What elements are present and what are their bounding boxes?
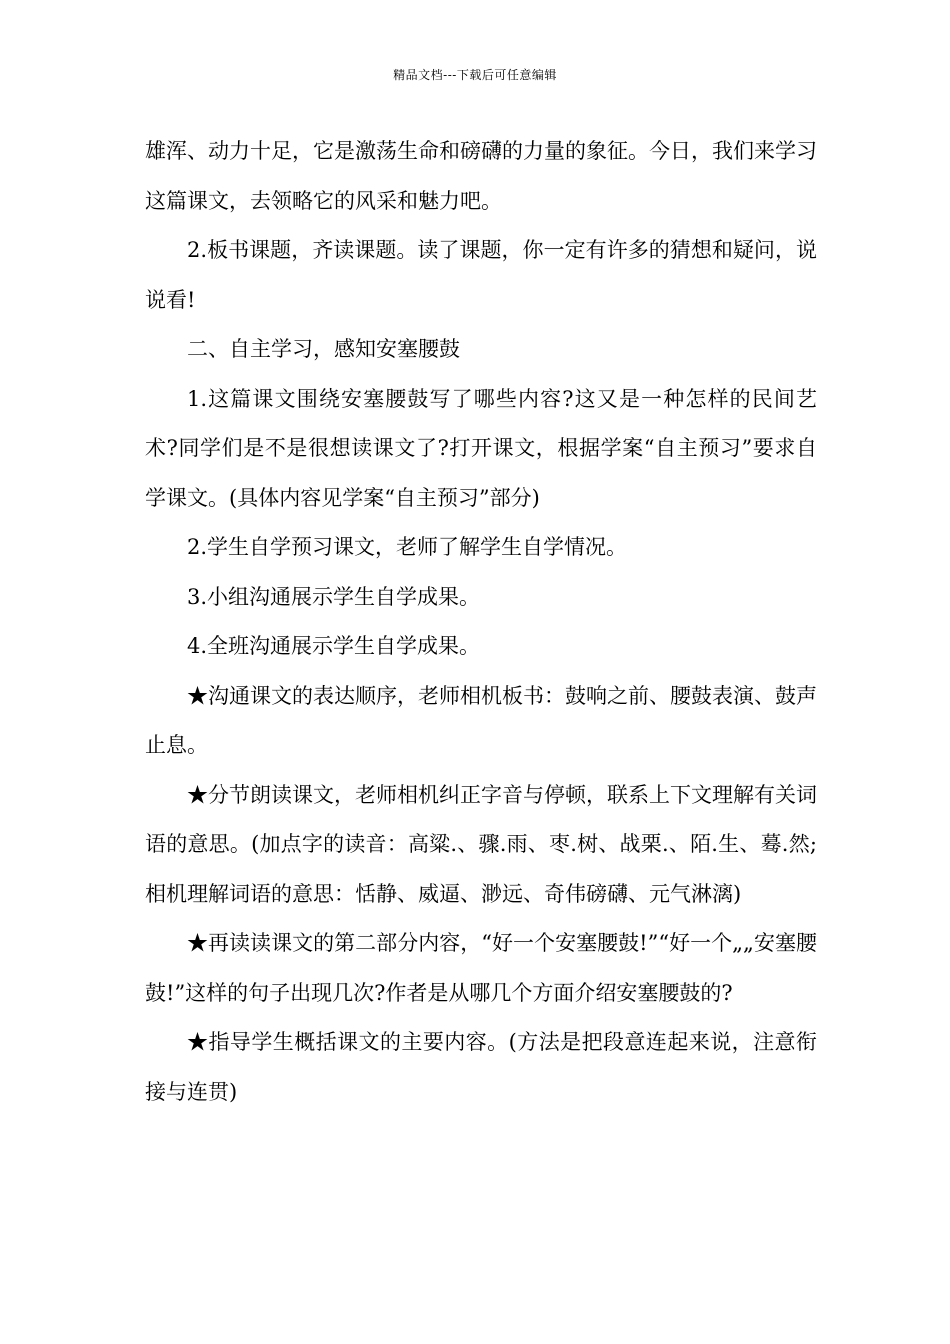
- page-header: 精品文档---下载后可任意编辑: [393, 68, 557, 82]
- paragraph-step-2-title: 2.板书课题，齐读课题。读了课题，你一定有许多的猜想和疑问，说说看!: [145, 238, 817, 312]
- paragraph-step-4-class: 4.全班沟通展示学生自学成果。: [187, 634, 481, 658]
- paragraph-star-reread: ★再读读课文的第二部分内容，“好一个安塞腰鼓!”“好一个„„安塞腰鼓!”这样的句子出现几次?作者是从哪几个方面介绍安塞腰鼓的?: [145, 931, 817, 1005]
- paragraph-step-3-group: 3.小组沟通展示学生自学成果。: [187, 584, 481, 609]
- document-body: [145, 127, 817, 1117]
- paragraph-step-2-preview: 2.学生自学预习课文，老师了解学生自学情况。: [187, 535, 628, 559]
- paragraph-star-summary: ★指导学生概括课文的主要内容。(方法是把段意连起来说，注意衔接与连贯): [145, 1030, 817, 1104]
- paragraph-star-order: ★沟通课文的表达顺序，老师相机板书：鼓响之前、腰鼓表演、鼓声止息。: [145, 683, 817, 757]
- section-heading-self-study: 二、自主学习，感知安塞腰鼓: [187, 337, 460, 361]
- paragraph-intro-continued: 雄浑、动力十足，它是激荡生命和磅礴的力量的象征。今日，我们来学习这篇课文，去领略它的风采和魅力吧。: [145, 139, 817, 213]
- paragraph-step-1-questions: 1.这篇课文围绕安塞腰鼓写了哪些内容?这又是一种怎样的民间艺术?同学们是不是很想读课文了?打开课文，根据学案“自主预习”要求自学课文。(具体内容见学案“自主预习”部分): [145, 386, 817, 510]
- paragraph-star-reading: ★分节朗读课文，老师相机纠正字音与停顿，联系上下文理解有关词语的意思。(加点字的读音：高粱.、骤.雨、枣.树、战栗.、陌.生、蓦.然;相机理解词语的意思：恬静、威逼、渺远、奇伟磅礴、元气淋漓): [145, 782, 817, 906]
